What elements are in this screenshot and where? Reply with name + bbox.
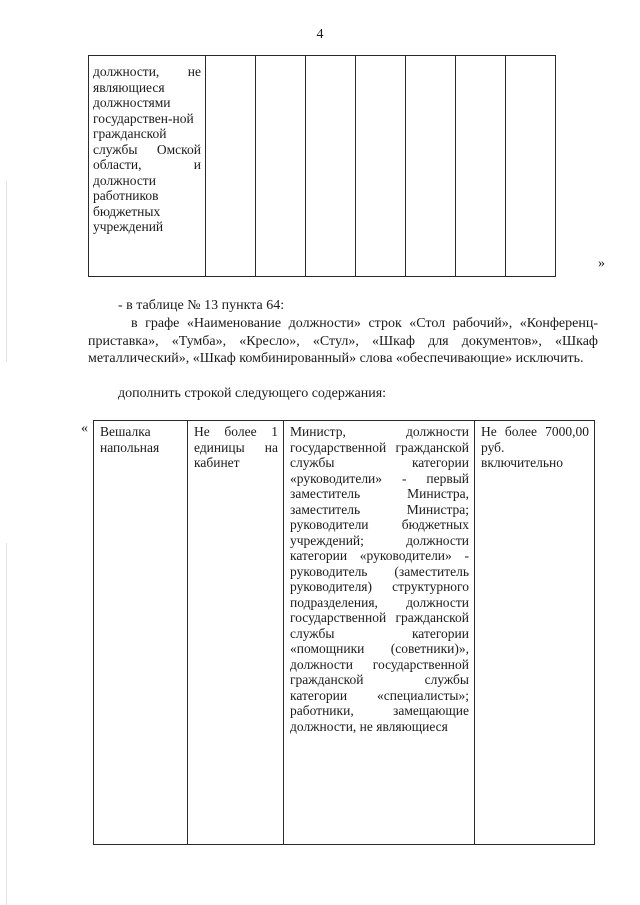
bottom-table xyxy=(93,420,595,845)
positions-cell: Министр, должности государственной гражданской службы категории «руководители» - первый заместитель Министра, заместитель Министра; руководители бюджетных учреждений; должности категории «руководители» - руководитель (заместитель руководителя) структурного подразделения, должности государственной гражданской службы категории «помощники (советники)», должности государственной гражданской службы категории «специалисты»; работники, замещающие должности, не являющиеся xyxy=(284,421,475,845)
paragraph-main: в графе «Наименование должности» строк «Стол рабочий», «Конференц-приставка», «Тумба», «Кресло», «Стул», «Шкаф для документов», «Шкаф металлический», «Шкаф комбинированный» слова «обеспечивающие» исключить. xyxy=(88,316,598,366)
opening-quote: « xyxy=(81,421,88,436)
table-row xyxy=(89,56,556,277)
scan-margin-line xyxy=(6,0,7,905)
position-text: должности, не являющиеся должностями государствен-ной гражданской службы Омской области, и должности работников бюджетных учреждений xyxy=(93,64,201,234)
paragraph-add-row: дополнить строкой следующего содержания: xyxy=(118,386,387,401)
empty-cell xyxy=(506,56,556,277)
closing-quote: » xyxy=(598,256,605,271)
empty-cell xyxy=(306,56,356,277)
table-cell-position-text xyxy=(89,56,206,277)
price-cell: Не более 7000,00 руб. включительно xyxy=(475,421,595,845)
top-table xyxy=(88,55,556,277)
empty-cell xyxy=(356,56,406,277)
table-row xyxy=(94,421,595,845)
page-number: 4 xyxy=(316,27,324,42)
empty-cell xyxy=(456,56,506,277)
empty-cell xyxy=(256,56,306,277)
empty-cell xyxy=(406,56,456,277)
empty-cell xyxy=(206,56,256,277)
item-name-cell: Вешалка напольная xyxy=(94,421,188,845)
quantity-cell: Не более 1 единицы на кабинет xyxy=(188,421,284,845)
paragraph-intro: - в таблице № 13 пункта 64: xyxy=(118,298,285,313)
